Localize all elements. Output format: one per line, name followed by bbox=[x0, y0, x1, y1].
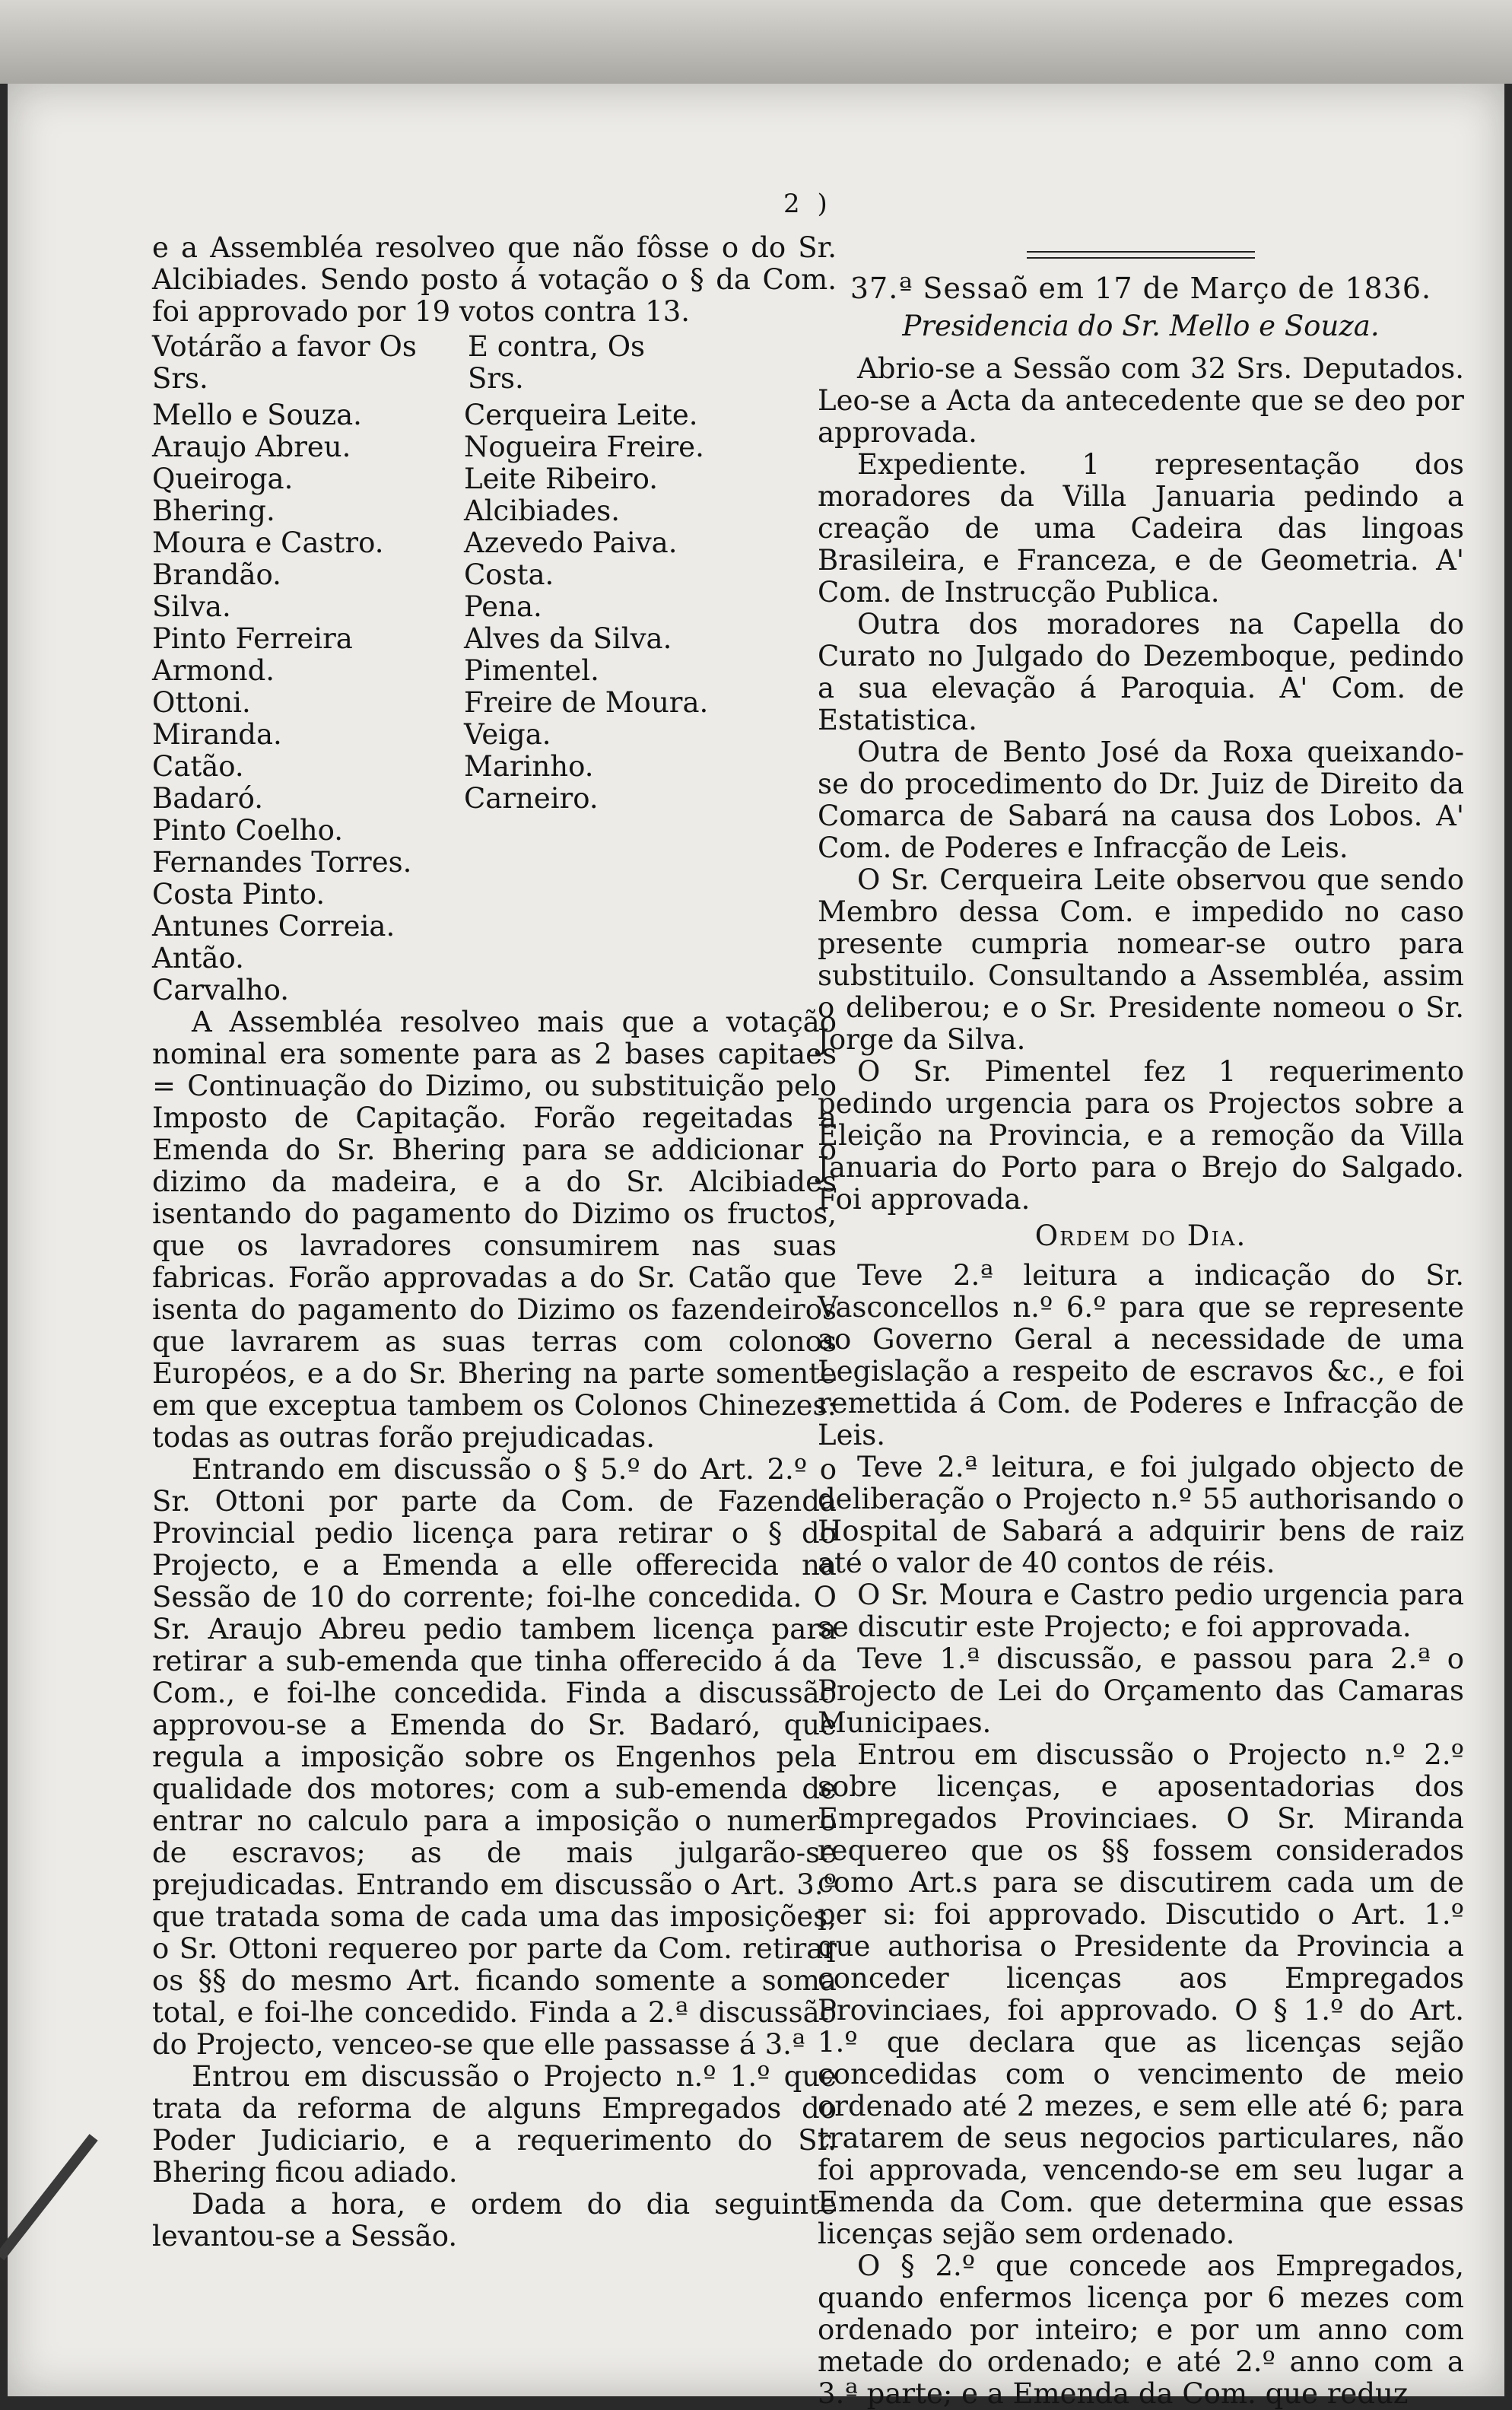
voter-name: Queiroga. bbox=[152, 463, 294, 495]
voter-name: Costa Pinto. bbox=[152, 878, 326, 911]
voter-name: Brandão. bbox=[152, 558, 281, 591]
voter-name: Armond. bbox=[152, 654, 275, 687]
paragraph: Outra de Bento José da Roxa queixando-se do procedimento do Dr. Juiz de Direito da Comarca de Sabará na causa dos Lobos. A' Com. de Poderes e Infracção de Leis. bbox=[818, 736, 1464, 864]
voter-name: Veiga. bbox=[464, 718, 551, 751]
voter-name: Antão. bbox=[152, 942, 244, 974]
voter-name: Araujo Abreu. bbox=[152, 431, 351, 463]
paragraph: O Sr. Cerqueira Leite observou que sendo Membro dessa Com. e impedido no caso presente cumpria nomear-se outro para substituilo. Consultando a Assembléa, assim o deliberou; e o Sr. Presidente nomeou o Sr. Jorge da Silva. bbox=[818, 863, 1464, 1056]
vote-lists bbox=[152, 399, 837, 1006]
voter-name: Pena. bbox=[464, 590, 542, 623]
left-paragraphs bbox=[152, 1006, 837, 2253]
voter-name: Silva. bbox=[152, 590, 231, 623]
voter-name: Mello e Souza. bbox=[152, 399, 362, 431]
right-column bbox=[818, 251, 1464, 2410]
voter-name: Freire de Moura. bbox=[464, 686, 709, 719]
paragraph: A Assembléa resolveo mais que a votação nominal era somente para as 2 bases capitaes = Continuação do Dizimo, ou substituição pelo Imposto de Capitação. Forão regeitadas a Emenda do Sr. Bhering para se addicionar o dizimo da madeira, e a do Sr. Alcibiades isentando do pagamento do Dizimo os fructos, que os lavradores consumirem nas suas fabricas. Forão approvadas a do Sr. Catão que isenta do pagamento do Dizimo os fazendeiros que lavrarem as suas terras com colonos Européos, e a do Sr. Bhering na parte somente em que exceptua tambem os Colonos Chinezes: todas as outras forão prejudicadas. bbox=[152, 1006, 837, 1454]
paragraph: Entrando em discussão o § 5.º do Art. 2.º o Sr. Ottoni por parte da Com. de Fazenda Provincial pedio licença para retirar o § do Projecto, e a Emenda a elle offerecida na Sessão de 10 do corrente; foi-lhe concedida. O Sr. Araujo Abreu pedio tambem licença para retirar a sub-emenda que tinha offerecido á da Com., e foi-lhe concedida. Finda a discussão approvou-se a Emenda do Sr. Badaró, que regula a imposição sobre os Engenhos pela qualidade dos motores; com a sub-emenda de entrar no calculo para a imposição o numero de escravos; as de mais julgarão-se prejudicadas. Entrando em discussão o Art. 3.º que tratada soma de cada uma das imposições, o Sr. Ottoni requereo por parte da Com. retirar os §§ do mesmo Art. ficando somente a soma total, e foi-lhe concedido. Finda a 2.ª discussão do Projecto, venceo-se que elle passasse á 3.ª bbox=[152, 1453, 837, 2061]
voter-name: Nogueira Freire. bbox=[464, 431, 704, 463]
voter-name: Bhering. bbox=[152, 494, 275, 527]
voter-name: Alves da Silva. bbox=[464, 622, 672, 655]
page-number: 2 ) bbox=[783, 189, 832, 219]
presidency-line: Presidencia do Sr. Mello e Souza. bbox=[902, 310, 1380, 342]
voter-name: Fernandes Torres. bbox=[152, 846, 412, 879]
paragraph: O § 2.º que concede aos Empregados, quando enfermos licença por 6 mezes com ordenado por inteiro; e por um anno com metade do ordenado; e até 2.º anno com a 3.ª parte; e a Emenda da Com. que reduz bbox=[818, 2249, 1464, 2410]
voter-name: Alcibiades. bbox=[464, 494, 621, 527]
paragraph: Outra dos moradores na Capella do Curato no Julgado do Dezemboque, pedindo a sua elevação á Paroquia. A' Com. de Estatistica. bbox=[818, 608, 1464, 736]
left-column bbox=[152, 232, 837, 2253]
voter-name: Pinto Coelho. bbox=[152, 814, 343, 847]
favor-list bbox=[152, 399, 464, 1006]
voter-name: Badaró. bbox=[152, 782, 264, 815]
voter-name: Marinho. bbox=[464, 750, 594, 783]
vote-headings bbox=[152, 331, 837, 395]
contra-label: E contra, Os Srs. bbox=[467, 330, 646, 395]
header-rule bbox=[1027, 251, 1255, 259]
paragraph: O Sr. Pimentel fez 1 requerimento pedindo urgencia para os Projectos sobre a Eleição na Provincia, e a remoção da Villa Januaria do Porto para o Brejo do Salgado. Foi approvada. bbox=[818, 1055, 1464, 1216]
voter-name: Pimentel. bbox=[464, 654, 599, 687]
voter-name: Cerqueira Leite. bbox=[464, 399, 698, 431]
voter-name: Carneiro. bbox=[464, 782, 599, 815]
voter-name: Catão. bbox=[152, 750, 244, 783]
contra-list bbox=[464, 399, 783, 1006]
paragraph: Expediente. 1 representação dos moradores da Villa Januaria pedindo a creação de uma Cadeira das lingoas Brasileira, e Franceza, e de Geometria. A' Com. de Instrucção Publica. bbox=[818, 448, 1464, 609]
paragraph: Abrio-se a Sessão com 32 Srs. Deputados. Leo-se a Acta da antecedente que se deo por approvada. bbox=[818, 352, 1464, 449]
paragraph: Dada a hora, e ordem do dia seguinte levantou-se a Sessão. bbox=[152, 2188, 837, 2253]
paragraph: Entrou em discussão o Projecto n.º 1.º que trata da reforma de alguns Empregados do Poder Judiciario, e a requerimento do Sr. Bhering ficou adiado. bbox=[152, 2060, 837, 2189]
voter-name: Azevedo Paiva. bbox=[464, 526, 678, 559]
paragraph: Teve 1.ª discussão, e passou para 2.ª o Projecto de Lei do Orçamento das Camaras Municipaes. bbox=[818, 1642, 1464, 1739]
scan-top-edge bbox=[0, 0, 1512, 84]
paragraph: O Sr. Moura e Castro pedio urgencia para se discutir este Projecto; e foi approvada. bbox=[818, 1579, 1464, 1643]
paragraph: Entrou em discussão o Projecto n.º 2.º sobre licenças, e aposentadorias dos Empregados Provinciaes. O Sr. Miranda requereo que os §§ fossem considerados como Art.s para se discutirem cada um de per si: foi approvado. Discutido o Art. 1.º que authorisa o Presidente da Provincia a conceder licenças aos Empregados Provinciaes, foi approvado. O § 1.º do Art. 1.º que declara que as licenças sejão concedidas com o vencimento de meio ordenado até 2 mezes, e sem elle até 6; para tratarem de seus negocios particulares, não foi approvada, vencendo-se em seu lugar a Emenda da Com. que determina que essas licenças sejão sem ordenado. bbox=[818, 1738, 1464, 2250]
session-title: 37.ª Sessaõ em 17 de Março de 1836. bbox=[850, 272, 1432, 305]
paragraph: Teve 2.ª leitura, e foi julgado objecto de deliberação o Projecto n.º 55 authorisando o Hospital de Sabará a adquirir bens de raiz até o valor de 40 contos de réis. bbox=[818, 1451, 1464, 1579]
right-paragraphs-after bbox=[818, 1260, 1464, 2410]
intro-paragraph: e a Assembléa resolveo que não fôsse o do Sr. Alcibiades. Sendo posto á votação o § da Com. foi approvado por 19 votos contra 13. bbox=[152, 231, 837, 328]
voter-name: Carvalho. bbox=[152, 974, 290, 1006]
order-of-day-heading: Ordem do Dia. bbox=[1034, 1219, 1247, 1252]
voter-name: Leite Ribeiro. bbox=[464, 463, 659, 495]
voter-name: Moura e Castro. bbox=[152, 526, 384, 559]
paragraph: Teve 2.ª leitura a indicação do Sr. Vasconcellos n.º 6.º para que se represente ao Governo Geral a necessidade de uma Legislação a respeito de escravos &c., e foi remettida á Com. de Poderes e Infracção de Leis. bbox=[818, 1259, 1464, 1451]
voter-name: Antunes Correia. bbox=[152, 910, 395, 943]
right-paragraphs-before bbox=[818, 353, 1464, 1216]
voter-name: Costa. bbox=[464, 558, 554, 591]
favor-label: Votárão a favor Os Srs. bbox=[152, 330, 417, 395]
voter-name: Ottoni. bbox=[152, 686, 251, 719]
voter-name: Pinto Ferreira bbox=[152, 622, 353, 655]
voter-name: Miranda. bbox=[152, 718, 282, 751]
